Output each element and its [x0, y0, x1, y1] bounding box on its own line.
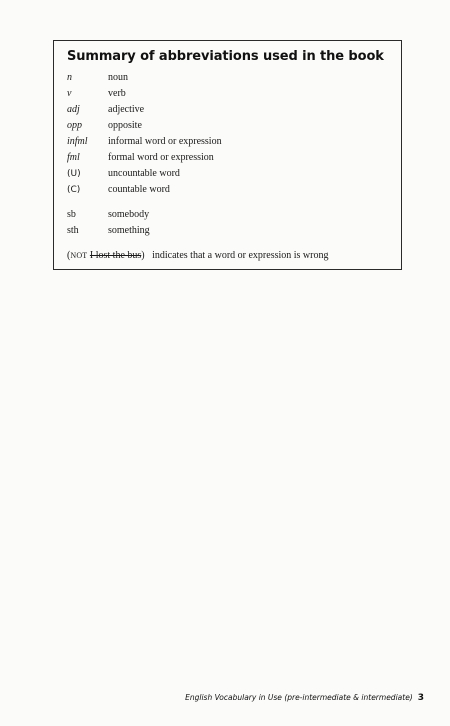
abbreviation: (U): [67, 169, 81, 179]
abbreviation-row: [67, 136, 222, 148]
abbreviation-meaning: countable word: [108, 184, 170, 195]
abbreviation: sth: [67, 225, 79, 236]
abbreviation-meaning: informal word or expression: [108, 136, 222, 147]
abbreviation-meaning: opposite: [108, 120, 142, 131]
abbreviation: n: [67, 72, 72, 83]
abbreviations-summary-box: [53, 40, 402, 270]
abbreviation-row: [67, 209, 149, 221]
page-footer: [185, 693, 424, 703]
abbreviation-row: [67, 225, 150, 237]
abbreviation-row: [67, 88, 126, 100]
abbreviation-meaning: uncountable word: [108, 168, 180, 179]
abbreviation-row: [67, 72, 128, 84]
abbreviation-meaning: verb: [108, 88, 126, 99]
abbreviation-meaning: formal word or expression: [108, 152, 214, 163]
note-open-paren: (: [67, 250, 71, 261]
abbreviation: adj: [67, 104, 80, 115]
not-label: NOT: [70, 251, 88, 260]
abbreviation-row: [67, 120, 142, 132]
abbreviation: (C): [67, 185, 81, 195]
wrong-usage-note: [67, 250, 328, 262]
abbreviation-meaning: something: [108, 225, 150, 236]
abbreviation: infml: [67, 136, 88, 147]
abbreviation: fml: [67, 152, 80, 163]
abbreviation: opp: [67, 120, 82, 131]
abbreviation-meaning: adjective: [108, 104, 145, 115]
abbreviation-row: [67, 184, 170, 196]
page-number: 3: [417, 693, 424, 703]
wrong-example: I lost the bus: [89, 250, 142, 261]
abbreviation-row: [67, 152, 214, 164]
abbreviation-row: [67, 168, 180, 180]
abbreviation: sb: [67, 209, 76, 220]
abbreviation-meaning: somebody: [108, 209, 150, 220]
abbreviation-meaning: noun: [108, 72, 128, 83]
summary-title: Summary of abbreviations used in the book: [67, 49, 384, 64]
note-close-paren: ): [141, 250, 145, 261]
note-explanation: indicates that a word or expression is wrong: [152, 250, 329, 261]
book-level: (pre-intermediate & intermediate): [284, 693, 413, 702]
book-title: English Vocabulary in Use: [185, 693, 282, 702]
abbreviation: v: [67, 88, 72, 99]
abbreviation-row: [67, 104, 144, 116]
